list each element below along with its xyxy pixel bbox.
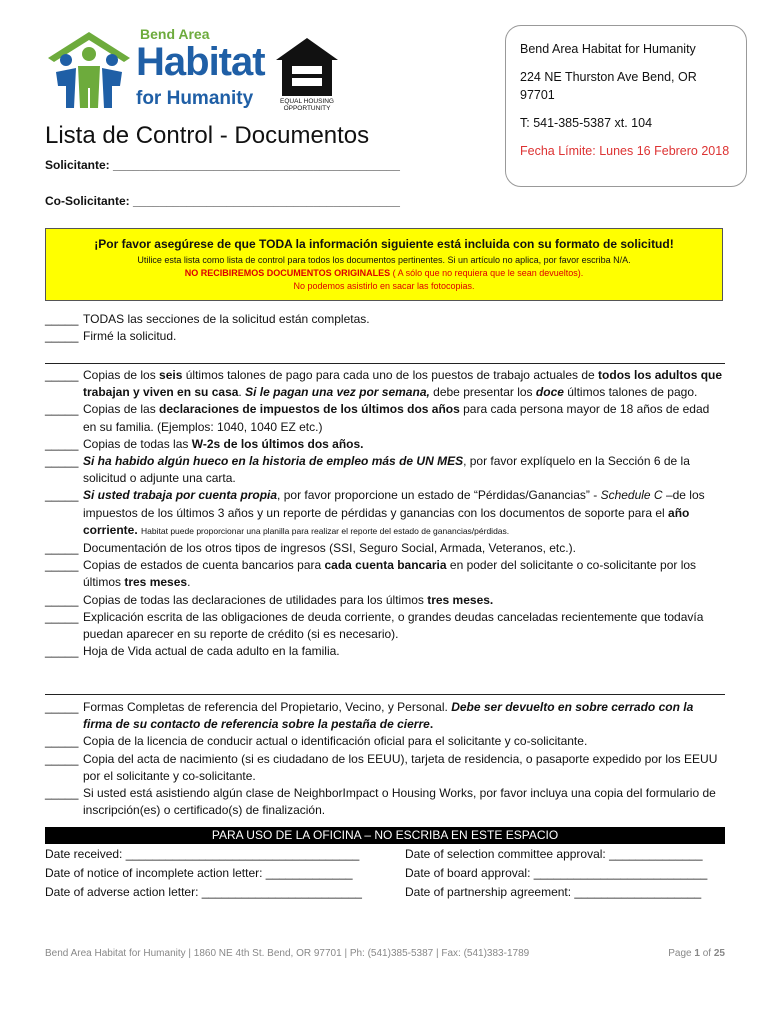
list-item[interactable]: _____ Formas Completas de referencia del Propietario, Vecino, y Personal. Debe ser devuelto en sobre cerrado con la firma de su contacto de referencia sobre la pestaña de cierre.: [45, 700, 694, 732]
list-item[interactable]: _____ Si ha habido algún hueco en la historia de empleo más de UN MES, por favor explíquelo en la Sección 6 de la solicitud o adjunte una carta.: [45, 454, 690, 486]
list-item[interactable]: _____ Copia del acta de nacimiento (si es ciudadano de los EEUU), tarjeta de residencia, o pasaporte expedido por los EEUU por el solicitante y co-solicitante.: [45, 751, 718, 783]
section-divider: [45, 363, 725, 364]
date-received-field[interactable]: Date received: ___________________________________: [45, 847, 360, 861]
date-committee-field[interactable]: Date of selection committee approval: ______________: [405, 847, 703, 861]
checklist-section-3: [45, 699, 725, 819]
checklist-section-1: [45, 311, 725, 345]
list-item[interactable]: _____ Explicación escrita de las obligaciones de deuda corriente, o grandes deudas canceladas recientemente que todavía puedan aparecer en su reporte de crédito (si es necesario).: [45, 609, 704, 642]
list-item[interactable]: _____ Documentación de los otros tipos de ingresos (SSI, Seguro Social, Armada, Veteranos, etc.).: [45, 541, 576, 556]
checklist-section-2: [45, 367, 725, 660]
page-title: Lista de Control - Documentos: [45, 122, 370, 149]
equal-housing-icon: [272, 36, 342, 98]
deadline: Fecha Límite: Lunes 16 Febrero 2018: [520, 144, 730, 158]
notice-line-3: NO RECIBIREMOS DOCUMENTOS ORIGINALES ( A sólo que no requiera que le sean devueltos).: [184, 268, 584, 278]
list-item[interactable]: _____ Copia de la licencia de conducir actual o identificación oficial para el solicitante y co-solicitante.: [45, 734, 588, 749]
applicant-field[interactable]: Solicitante: ___________________________________________: [45, 158, 400, 172]
list-item[interactable]: _____ Copias de los seis últimos talones de pago para cada uno de los puestos de trabajo actuales de todos los adultos que trabajan y viven en su casa. Si le pagan una vez por semana, debe presentar los doce últimos talones de pago.: [45, 368, 723, 400]
brand-main: Habitat: [136, 40, 265, 84]
footer-text: Bend Area Habitat for Humanity | 1860 NE 4th St. Bend, OR 97701 | Ph: (541)385-5387 | Fax: (541)383-1789: [45, 948, 530, 959]
date-board-field[interactable]: Date of board approval: __________________________: [405, 866, 708, 880]
habitat-logo: [44, 28, 264, 112]
address-box: [505, 25, 747, 187]
section-divider: [45, 694, 725, 695]
office-right-column: [405, 845, 707, 902]
brand-sub: for Humanity: [136, 88, 254, 109]
habitat-house-icon: [44, 28, 134, 112]
list-item[interactable]: _____ Firmé la solicitud.: [45, 329, 177, 344]
date-notice-field[interactable]: Date of notice of incomplete action letter: _____________: [45, 866, 353, 880]
notice-box: [45, 228, 723, 301]
co-applicant-field[interactable]: Co-Solicitante: ________________________________________: [45, 194, 400, 208]
org-address: 224 NE Thurston Ave Bend, OR 97701: [520, 70, 697, 102]
office-left-column: [45, 845, 362, 902]
org-phone: T: 541-385-5387 xt. 104: [520, 116, 653, 130]
list-item[interactable]: _____ Hoja de Vida actual de cada adulto en la familia.: [45, 644, 340, 659]
list-item[interactable]: _____ Copias de las declaraciones de impuestos de los últimos dos años para cada persona mayor de 18 años de edad en su familia. (Ejemplos: 1040, 1040 EZ etc.): [45, 402, 710, 434]
notice-line-1: ¡Por favor asegúrese de que TODA la información siguiente está incluida con su formato de solicitud!: [94, 237, 674, 251]
page-number: Page 1 of 25: [668, 948, 725, 959]
date-partnership-field[interactable]: Date of partnership agreement: ___________________: [405, 885, 702, 899]
list-item[interactable]: _____ Copias de todas las declaraciones de utilidades para los últimos tres meses.: [45, 592, 494, 607]
list-item[interactable]: _____ Copias de todas las W-2s de los últimos dos años.: [45, 436, 364, 451]
org-name: Bend Area Habitat for Humanity: [520, 42, 696, 56]
list-item[interactable]: _____ Copias de estados de cuenta bancarios para cada cuenta bancaria en poder del solicitante o co-solicitante por los últimos tres meses.: [45, 558, 697, 590]
list-item[interactable]: _____ Si usted está asistiendo algún clase de NeighborImpact o Housing Works, por favor incluya una copia del formulario de inscripción(es) o certificado(s) de finalización.: [45, 786, 716, 818]
office-use-header: PARA USO DE LA OFICINA – NO ESCRIBA EN ESTE ESPACIO: [45, 827, 725, 844]
list-item[interactable]: _____ TODAS las secciones de la solicitud están completas.: [45, 312, 370, 326]
equal-housing-logo: [272, 36, 342, 116]
notice-line-2: Utilice esta lista como lista de control para todos los documentos pertinentes. Si un artículo no aplica, por favor escriba N/A.: [137, 255, 631, 265]
date-adverse-field[interactable]: Date of adverse action letter: ________________________: [45, 885, 362, 899]
equal-housing-text: EQUAL HOUSING OPPORTUNITY: [280, 98, 334, 112]
notice-line-4: No podemos asistirlo en sacar las fotocopias.: [293, 281, 475, 291]
footer: [45, 948, 725, 959]
list-item[interactable]: _____ Si usted trabaja por cuenta propia, por favor proporcione un estado de “Pérdidas/Ganancias” - Schedule C –de los impuestos de los últimos 3 años y un reporte de pérdidas y ganancias con los documentos de soporte para el año corriente. Habitat puede proporcionar una planilla para realizar el reporte del estado de ganancias/pérdidas.: [45, 488, 705, 537]
brand-top: Bend Area: [140, 26, 210, 42]
